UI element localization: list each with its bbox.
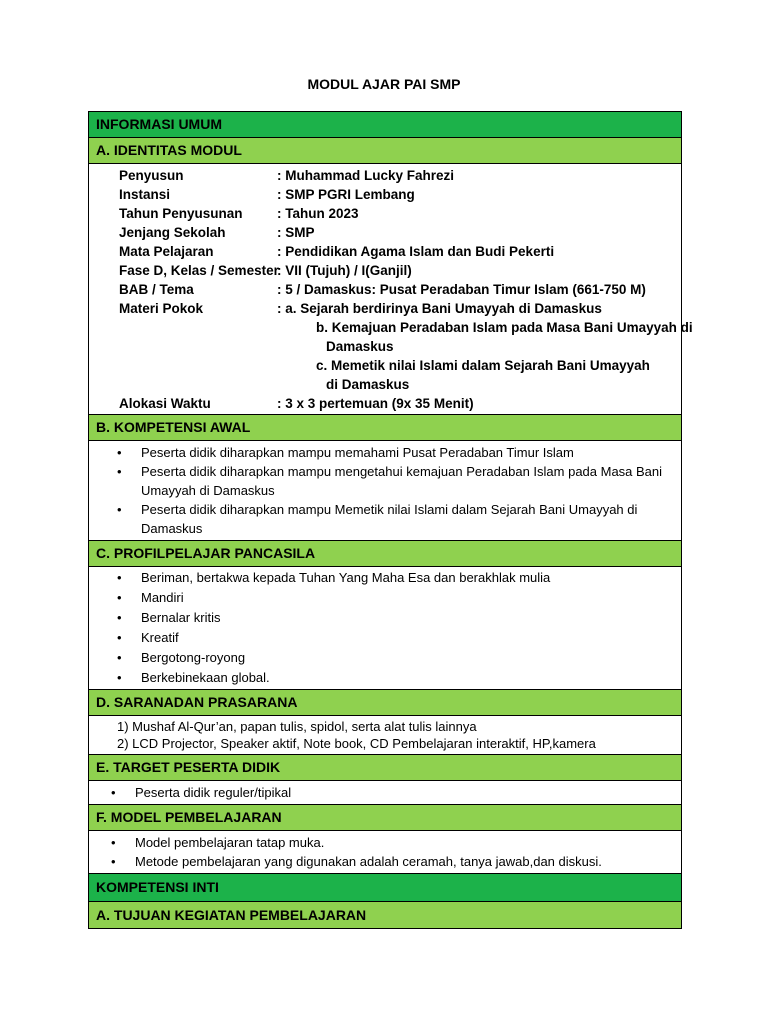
- list-item: • Peserta didik reguler/tipikal: [111, 783, 681, 802]
- list-item: • Beriman, bertakwa kepada Tuhan Yang Maha Esa dan berakhlak mulia: [117, 568, 681, 588]
- profil-body: [89, 567, 681, 690]
- value-penyusun: : Muhammad Lucky Fahrezi: [277, 168, 455, 183]
- row-bab: [119, 280, 681, 299]
- value-materi-b2: Damaskus: [326, 339, 394, 354]
- list-item: • Berkebinekaan global.: [117, 668, 681, 688]
- section-kompetensi-awal: B. KOMPETENSI AWAL: [89, 415, 681, 441]
- list-item: 2) LCD Projector, Speaker aktif, Note book, CD Pembelajaran interaktif, HP,kamera: [117, 736, 596, 751]
- value-tahun: : Tahun 2023: [277, 206, 359, 221]
- value-materi-c2: di Damaskus: [326, 377, 410, 392]
- section-identitas-modul: A. IDENTITAS MODUL: [89, 138, 681, 164]
- row-jenjang: [119, 223, 681, 242]
- label-alokasi: Alokasi Waktu: [119, 396, 211, 411]
- value-materi-b1: b. Kemajuan Peradaban Islam pada Masa Bani Umayyah di: [316, 320, 693, 335]
- label-materi: Materi Pokok: [119, 301, 204, 316]
- value-mapel: : Pendidikan Agama Islam dan Budi Pekerti: [277, 244, 555, 259]
- list-item: • Model pembelajaran tatap muka.: [111, 833, 681, 852]
- row-materi: [119, 299, 681, 318]
- section-tujuan-pembelajaran: A. TUJUAN KEGIATAN PEMBELAJARAN: [89, 902, 681, 929]
- row-mapel: [119, 242, 681, 261]
- label-penyusun: Penyusun: [119, 168, 184, 183]
- section-kompetensi-inti: KOMPETENSI INTI: [89, 874, 681, 902]
- kompetensi-awal-body: [89, 441, 681, 541]
- list-item: • Bernalar kritis: [117, 608, 681, 628]
- list-item: • Mandiri: [117, 588, 681, 608]
- section-profil-pelajar: C. PROFILPELAJAR PANCASILA: [89, 541, 681, 567]
- value-bab: : 5 / Damaskus: Pusat Peradaban Timur Islam (661-750 M): [277, 282, 646, 297]
- row-fase: [119, 261, 681, 280]
- list-item: • Peserta didik diharapkan mampu mengetahui kemajuan Peradaban Islam pada Masa Bani Umayyah di Damaskus: [117, 462, 681, 500]
- page-title: MODUL AJAR PAI SMP: [307, 76, 461, 92]
- row-instansi: [119, 185, 681, 204]
- section-model-pembelajaran: F. MODEL PEMBELAJARAN: [89, 805, 681, 831]
- row-penyusun: [119, 166, 681, 185]
- sarana-body: [89, 716, 681, 755]
- value-alokasi: : 3 x 3 pertemuan (9x 35 Menit): [277, 396, 474, 411]
- section-sarana-prasarana: D. SARANADAN PRASARANA: [89, 690, 681, 716]
- list-item: • Peserta didik diharapkan mampu memahami Pusat Peradaban Timur Islam: [117, 443, 681, 462]
- list-item: • Metode pembelajaran yang digunakan adalah ceramah, tanya jawab,dan diskusi.: [111, 852, 681, 871]
- identitas-body: [89, 164, 693, 415]
- list-item: 1) Mushaf Al-Qur’an, papan tulis, spidol, serta alat tulis lainnya: [117, 719, 477, 734]
- label-fase: Fase D, Kelas / Semester: [119, 263, 279, 278]
- label-jenjang: Jenjang Sekolah: [119, 225, 226, 240]
- label-bab: BAB / Tema: [119, 282, 194, 297]
- target-body: [89, 781, 681, 805]
- section-target-peserta: E. TARGET PESERTA DIDIK: [89, 755, 681, 781]
- label-tahun: Tahun Penyusunan: [119, 206, 243, 221]
- value-materi-c1: c. Memetik nilai Islami dalam Sejarah Bani Umayyah: [316, 358, 650, 373]
- value-instansi: : SMP PGRI Lembang: [277, 187, 415, 202]
- list-item: • Peserta didik diharapkan mampu Memetik nilai Islami dalam Sejarah Bani Umayyah di Damaskus: [117, 500, 681, 538]
- row-tahun: [119, 204, 681, 223]
- section-informasi-umum: INFORMASI UMUM: [89, 112, 681, 138]
- list-item: • Bergotong-royong: [117, 648, 681, 668]
- label-mapel: Mata Pelajaran: [119, 244, 214, 259]
- list-item: • Kreatif: [117, 628, 681, 648]
- model-body: [89, 831, 681, 874]
- label-instansi: Instansi: [119, 187, 171, 202]
- row-alokasi: [119, 394, 681, 413]
- value-jenjang: : SMP: [277, 225, 315, 240]
- value-fase: : VII (Tujuh) / I(Ganjil): [277, 263, 412, 278]
- module-table: [88, 111, 693, 929]
- value-materi-a: : a. Sejarah berdirinya Bani Umayyah di Damaskus: [277, 301, 602, 316]
